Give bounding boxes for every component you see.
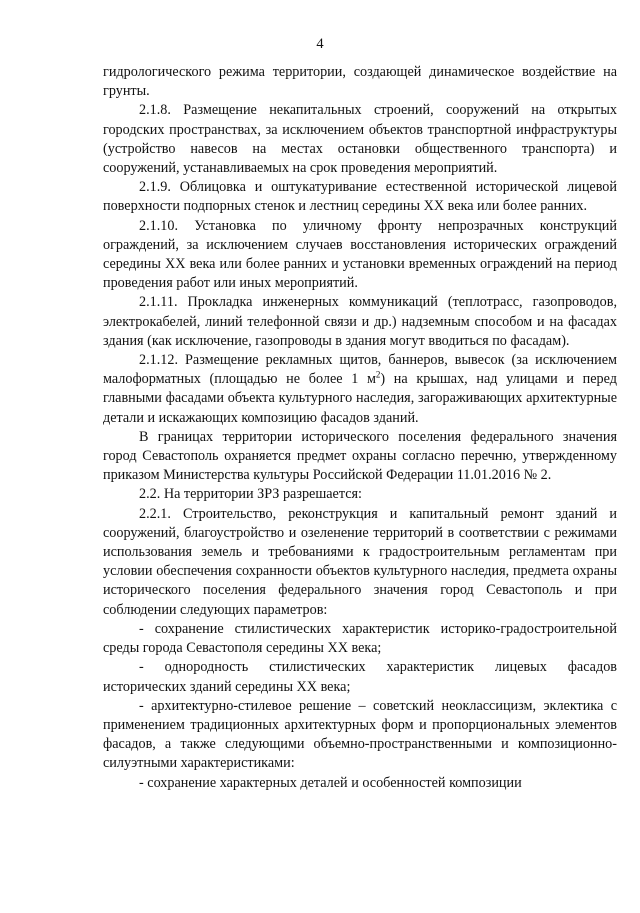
superscript-2: 2 bbox=[375, 369, 381, 380]
paragraph-continuation: гидрологического режима территории, создающей динамическое воздействие на грунты. bbox=[103, 64, 617, 100]
paragraph-2-1-12 bbox=[103, 351, 617, 428]
paragraph-2-1-12-start: 2.1.12. Размещение рекламных щитов, баннеров, вывесок (за исключением малоформатных (площадью не более 1 м bbox=[103, 352, 617, 388]
paragraph-2-2-1: 2.2.1. Строительство, реконструкция и капитальный ремонт зданий и сооружений, благоустройство и озеленение территорий в соответствии с режимами использования земель и требованиями к градостроительным регламентам при условии обеспечения сохранности объектов культурного наследия, предмета охраны исторического поселения федерального значения город Севастополь и при соблюдении следующих параметров: bbox=[103, 505, 617, 618]
paragraph-historic-settlement: В границах территории исторического поселения федерального значения город Севастополь охраняется предмет охраны согласно перечню, утвержденному приказом Министерства культуры Российской Федерации 11.01.2016 № 2. bbox=[103, 428, 617, 484]
paragraph-2-1-8: 2.1.8. Размещение некапитальных строений, сооружений на открытых городских пространствах, за исключением объектов транспортной инфраструктуры (устройство навесов на местах остановки общественного транспорта) и сооружений, устанавливаемых на срок проведения мероприятий. bbox=[103, 102, 617, 177]
page-number: 4 bbox=[316, 36, 324, 52]
paragraph-2-1-9: 2.1.9. Облицовка и оштукатуривание естественной исторической лицевой поверхности подпорных стенок и лестниц середины XX века или более ранних. bbox=[103, 179, 617, 215]
list-item-2: - однородность стилистических характеристик лицевых фасадов исторических зданий середины XX века; bbox=[103, 659, 617, 695]
list-item-4: - сохранение характерных деталей и особенностей композиции bbox=[139, 774, 522, 791]
paragraph-2-2: 2.2. На территории ЗРЗ разрешается: bbox=[139, 486, 362, 503]
paragraph-2-1-12-end: ) на крышах, над улицами и перед главными фасадами объекта культурного наследия, загораживающих архитектурные детали и искажающих композицию фасадов зданий. bbox=[103, 371, 617, 426]
list-item-3: - архитектурно-стилевое решение – советский неоклассицизм, эклектика с применением традиционных архитектурных форм и пропорциональных элементов фасадов, а также следующими объемно-пространственными и композиционно-силуэтными характеристиками: bbox=[103, 697, 617, 772]
list-item-1: - сохранение стилистических характеристик историко-градостроительной среды города Севастополя середины XX века; bbox=[103, 620, 617, 657]
paragraph-2-1-10: 2.1.10. Установка по уличному фронту непрозрачных конструкций ограждений, за исключением случаев восстановления исторических ограждений середины XX века или более ранних и установки временных ограждений на период проведения работ или иных мероприятий. bbox=[103, 217, 617, 292]
paragraph-2-1-11: 2.1.11. Прокладка инженерных коммуникаций (теплотрасс, газопроводов, электрокабелей, линий телефонной связи и др.) надземным способом и на фасадах здания (как исключение, газопроводы в здания могут вводиться по фасадам). bbox=[103, 294, 617, 349]
document-body bbox=[103, 63, 617, 793]
